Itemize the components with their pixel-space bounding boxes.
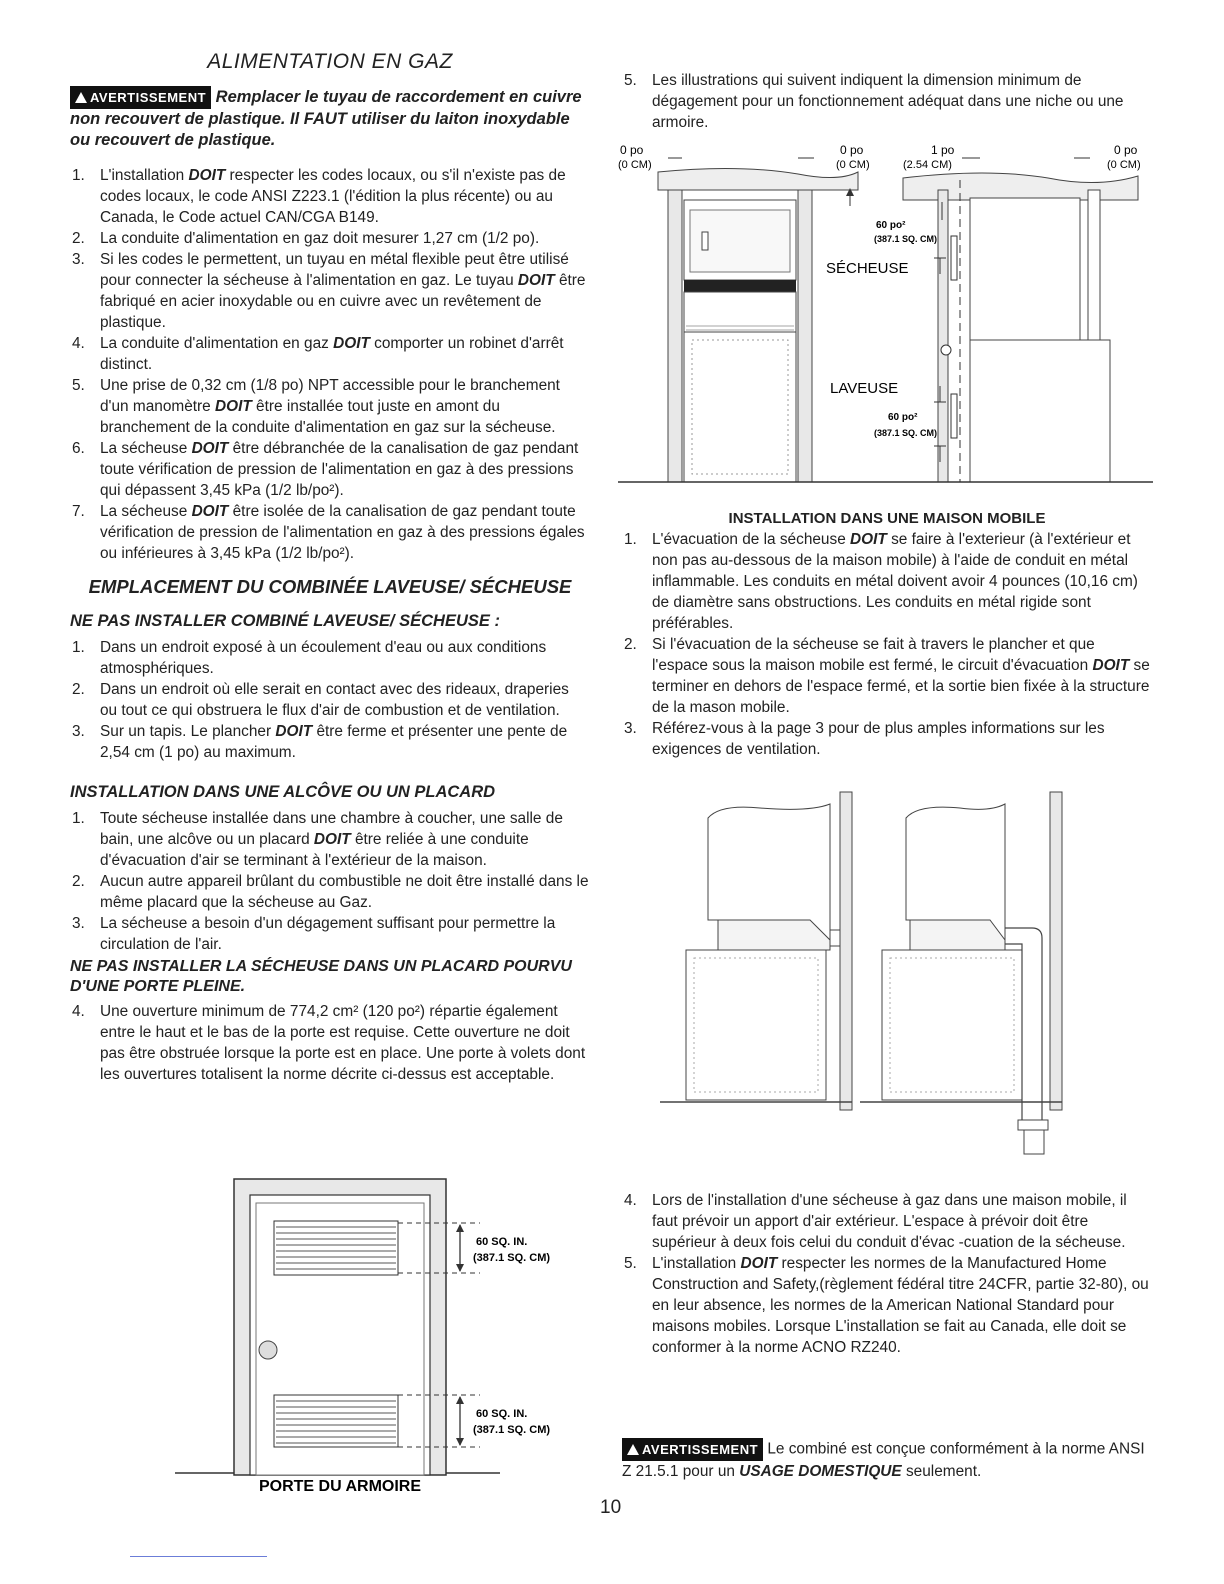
mobile-home-section (622, 510, 1152, 760)
warning-triangle-icon (75, 92, 87, 103)
front-clearance-cm: (0 CM) (1107, 159, 1141, 171)
list-item: 5. Les illustrations qui suivent indiquent la dimension minimum de dégagement pour un fonctionnement adéquat dans une niche ou une armoire. (624, 72, 1124, 131)
list-item: 5. Une prise de 0,32 cm (1/8 po) NPT accessible pour le branchement d'un manomètre DOIT être installée tout juste en amont du branchement de la conduite d'alimentation en gaz sur la sécheuse. (72, 377, 560, 436)
gas-supply-title: ALIMENTATION EN GAZ (207, 50, 453, 73)
bottom-vent-area-po: 60 po² (888, 412, 918, 423)
top-vent-size-in: 60 SQ. IN. (476, 1236, 528, 1248)
bottom-vent-area-cm: (387.1 SQ. CM) (874, 428, 938, 438)
page-number: 10 (600, 1497, 622, 1518)
right-clearance-cm: (0 CM) (836, 159, 870, 171)
bottom-vent-size-cm: (387.1 SQ. CM) (473, 1424, 551, 1436)
mobile-home-title: INSTALLATION DANS UNE MAISON MOBILE (728, 510, 1046, 527)
list-item: 1. L'évacuation de la sécheuse DOIT se faire à l'exterieur (à l'extérieur et non pas au-dessous de la maison mobile) à l'aide de conduit en métal inflammable. Les conduits en métal doivent avoir 4 pounces (10,16 cm) de diamètre sans obstructions. Les conduits en métal rigide sont préférables. (624, 531, 1138, 632)
back-clearance-cm: (2.54 CM) (903, 159, 952, 171)
mobile-home-section-2 (622, 1190, 1152, 1358)
list-item: 2. Dans un endroit où elle serait en contact avec des rideaux, draperies ou tout ce qui obstruera le flux d'air de combustion et de ventilation. (72, 681, 569, 719)
list-item: 1. L'installation DOIT respecter les codes locaux, ou s'il n'existe pas de codes locaux, le code ANSI Z223.1 (l'édition la plus récente) ou au Canada, le Code actuel CAN/CGA B149. (72, 167, 566, 226)
clearance-list (622, 70, 1152, 133)
list-item: 7. La sécheuse DOIT être isolée de la canalisation de gaz pendant toute vérification de pression de l'alimentation en gaz à des pressions égales ou inférieures à 3,45 kPa (1/2 lb/po²). (72, 503, 585, 562)
location-section-title: EMPLACEMENT DU COMBINÉE LAVEUSE/ SÉCHEUSE (88, 576, 572, 597)
mobile-home-list (622, 529, 1152, 760)
list-item: 2. Aucun autre appareil brûlant du combustible ne doit être installé dans le même placard que la sécheuse au Gaz. (72, 873, 589, 911)
left-clearance-cm: (0 CM) (618, 159, 652, 171)
closet-door-figure (170, 1175, 590, 1500)
list-item: 3. Si les codes le permettent, un tuyau en métal flexible peut être utilisé pour connecter la sécheuse à l'alimentation en gaz. Le tuyau DOIT être fabriqué en acier inoxydable ou en cuivre avec un revêtement de plastique. (72, 251, 586, 331)
list-item: 4. Lors de l'installation d'une sécheuse à gaz dans une maison mobile, il faut prévoir un apport d'air extérieur. L'espace à prévoir doit être supérieur à deux fois celui du conduit d'évac -cuation de la sécheuse. (624, 1192, 1127, 1251)
warning-badge: AVERTISSEMENT (70, 86, 211, 109)
list-item: 3. La sécheuse a besoin d'un dégagement suffisant pour permettre la circulation de l'air. (72, 915, 556, 953)
gas-list (70, 165, 590, 564)
list-item: 5. L'installation DOIT respecter les normes de la Manufactured Home Construction and Safety,(règlement fédéral titre 24CFR, partie 32-80), ou en leur absence, les normes de la American National Standard pour maisons mobiles. Lorsque L'installation se fait au Canada, elle doit se conformer à la norme ACNO RZ240. (624, 1255, 1149, 1356)
door-top-vent (274, 1221, 398, 1275)
right-column-top (622, 70, 1152, 133)
list-item: 4. La conduite d'alimentation en gaz DOIT comporter un robinet d'arrêt distinct. (72, 335, 564, 373)
list-item: 3. Référez-vous à la page 3 pour de plus amples informations sur les exigences de ventilation. (624, 720, 1105, 758)
full-door-list (70, 1001, 590, 1085)
list-item: 3. Sur un tapis. Le plancher DOIT être ferme et présenter une pente de 2,54 cm (1 po) au maximum. (72, 723, 568, 761)
top-vent-area-cm: (387.1 SQ. CM) (874, 234, 938, 244)
list-item: 1. Toute sécheuse installée dans une chambre à coucher, une salle de bain, une alcôve ou un placard DOIT être reliée à une conduite d'évacuation d'air se terminant à l'extérieur de la maison. (72, 810, 563, 869)
final-warning-badge: AVERTISSEMENT (622, 1438, 763, 1461)
washer-label: LAVEUSE (830, 380, 899, 397)
dryer-label: SÉCHEUSE (826, 260, 909, 277)
mobile-home-list-2 (622, 1190, 1152, 1358)
alcove-list (70, 808, 590, 955)
gas-warning-text: Remplacer le tuyau de raccordement en cuivre non recouvert de plastique. Il FAUT utiliser du laiton inoxydable ou recouvert de plastique. (70, 87, 582, 149)
back-clearance-po: 1 po (931, 143, 955, 157)
bottom-vent-size-in: 60 SQ. IN. (476, 1408, 528, 1420)
top-vent-area-po: 60 po² (876, 220, 906, 231)
door-knob-icon (259, 1341, 277, 1359)
left-column (70, 50, 590, 1085)
front-clearance-po: 0 po (1114, 143, 1138, 157)
alcove-title: INSTALLATION DANS UNE ALCÔVE OU UN PLACARD (70, 783, 496, 801)
list-item: 6. La sécheuse DOIT être débranchée de la canalisation de gaz pendant toute vérification de pression de l'alimentation en gaz à des pressions qui dépassent 3,45 kPa (1/2 lb/po²). (72, 440, 579, 499)
warning-triangle-icon (627, 1444, 639, 1455)
top-vent-size-cm: (387.1 SQ. CM) (473, 1252, 551, 1264)
left-clearance-po: 0 po (620, 143, 644, 157)
right-clearance-po: 0 po (840, 143, 864, 157)
list-item: 2. La conduite d'alimentation en gaz doit mesurer 1,27 cm (1/2 po). (72, 230, 540, 247)
door-caption: PORTE DU ARMOIRE (258, 1478, 422, 1495)
list-item: 1. Dans un endroit exposé à un écoulement d'eau ou aux conditions atmosphériques. (72, 639, 547, 677)
no-install-list (70, 637, 590, 763)
mobile-home-figure (660, 790, 1080, 1160)
footer-link-line (130, 1556, 267, 1557)
door-bottom-vent (274, 1395, 398, 1447)
final-warning: AVERTISSEMENT Le combiné est conçue conformément à la norme ANSI Z 21.5.1 pour un USAGE DOMESTIQUE seulement. (622, 1438, 1152, 1482)
full-door-title: NE PAS INSTALLER LA SÉCHEUSE DANS UN PLACARD POURVU D'UNE PORTE PLEINE. (70, 958, 572, 995)
gas-warning (70, 86, 590, 151)
list-item: 4. Une ouverture minimum de 774,2 cm² (120 po²) répartie également entre le haut et le bas de la porte est requise. Cette ouverture ne doit pas être obstruée lorsque la porte est en place. Une porte à volets dont les ouvertures totalisent la norme décrite ci-dessus est acceptable. (72, 1003, 586, 1083)
no-install-title: NE PAS INSTALLER COMBINÉ LAVEUSE/ SÉCHEUSE : (70, 612, 500, 630)
clearance-figure (618, 140, 1153, 492)
list-item: 2. Si l'évacuation de la sécheuse se fait à travers le plancher et que l'espace sous la maison mobile est fermé, le circuit d'évacuation DOIT se terminer en dehors de l'espace fermé, et la sortie bien fixée à la structure de la mason mobile. (624, 636, 1150, 716)
